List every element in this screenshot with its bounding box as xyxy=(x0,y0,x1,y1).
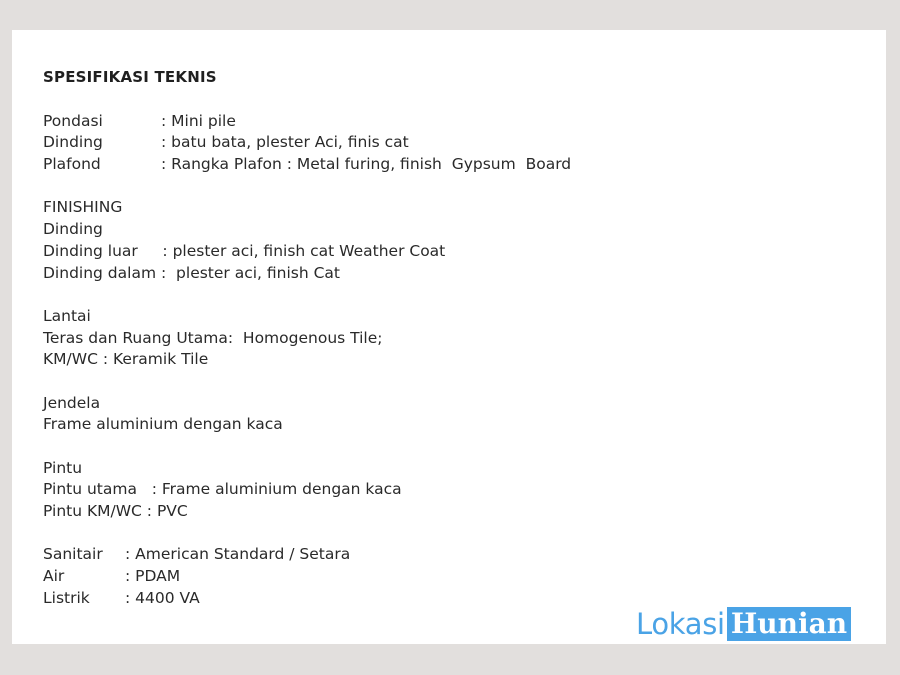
struktur-section xyxy=(43,111,571,176)
section-heading: FINISHING xyxy=(43,198,123,217)
logo-text-hunian: Hunian xyxy=(727,607,851,641)
spec-value: : Rangka Plafon : Metal furing, finish Gypsum Board xyxy=(161,155,572,174)
spec-row-plafond xyxy=(43,154,571,176)
spec-value: : batu bata, plester Aci, finis cat xyxy=(161,133,409,152)
lantai-section xyxy=(43,306,571,371)
spec-label: Air xyxy=(43,567,65,586)
spec-label: Listrik xyxy=(43,588,90,607)
jendela-section xyxy=(43,393,571,436)
section-heading: Jendela xyxy=(43,393,101,412)
document-title: SPESIFIKASI TEKNIS xyxy=(43,68,217,86)
dinding-luar-line: Dinding luar : plester aci, finish cat Weather Coat xyxy=(43,241,446,260)
spec-row-pondasi xyxy=(43,111,571,133)
lantai-line: KM/WC : Keramik Tile xyxy=(43,350,209,369)
spec-row-dinding xyxy=(43,132,571,154)
lantai-line: Teras dan Ruang Utama: Homogenous Tile; xyxy=(43,328,383,347)
pintu-section xyxy=(43,458,571,523)
section-heading: Lantai xyxy=(43,306,91,325)
section-subheading: Dinding xyxy=(43,220,103,239)
spec-label: Pondasi xyxy=(43,111,103,130)
utilitas-section xyxy=(43,544,571,609)
dinding-dalam-line: Dinding dalam : plester aci, finish Cat xyxy=(43,263,341,282)
spec-value: : Mini pile xyxy=(161,111,236,130)
pintu-line: Pintu utama : Frame aluminium dengan kaca xyxy=(43,480,402,499)
logo-text-lokasi: Lokasi xyxy=(636,607,725,641)
jendela-line: Frame aluminium dengan kaca xyxy=(43,415,283,434)
spec-label: Dinding xyxy=(43,133,103,152)
section-heading: Pintu xyxy=(43,458,83,477)
pintu-line: Pintu KM/WC : PVC xyxy=(43,502,188,521)
lokasihunian-watermark-logo xyxy=(636,607,851,641)
spec-label: Plafond xyxy=(43,155,101,174)
spec-document xyxy=(43,67,571,631)
spec-label: Sanitair xyxy=(43,545,103,564)
spec-value: : PDAM xyxy=(125,567,181,586)
spec-row-listrik xyxy=(43,588,571,610)
spec-row-sanitair xyxy=(43,544,571,566)
finishing-section xyxy=(43,197,571,284)
spec-row-air xyxy=(43,566,571,588)
spec-value: : American Standard / Setara xyxy=(125,545,351,564)
spec-value: : 4400 VA xyxy=(125,588,200,607)
